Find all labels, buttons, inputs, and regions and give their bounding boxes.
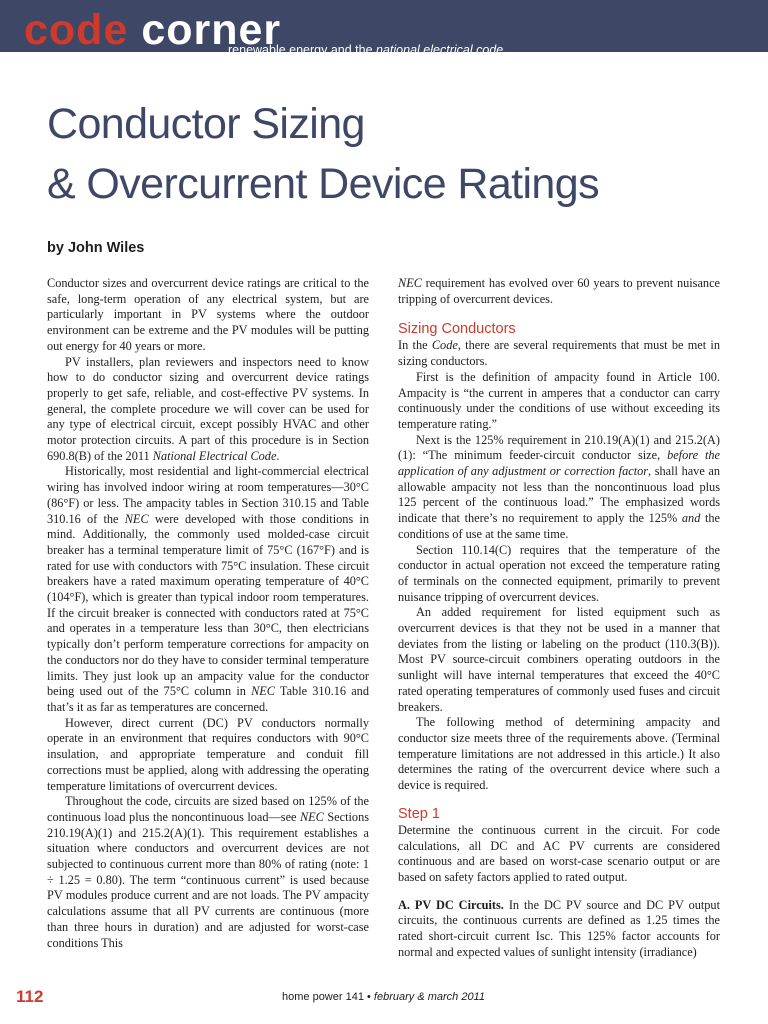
article-title: [47, 94, 737, 214]
paragraph: However, direct current (DC) PV conductors normally operate in an environment that requires conductors with 90°C insulation, and appropriate temperature and conduit fill corrections must be applied, along with addressing the operating temperature limitations of overcurrent devices.: [47, 715, 369, 793]
column-tagline: [228, 42, 503, 58]
magazine-footer: home power 141 • february & march 2011: [282, 991, 485, 1003]
header-banner: [0, 0, 768, 57]
byline: by John Wiles: [47, 240, 145, 256]
brand-word-code: code: [24, 6, 129, 54]
paragraph: Historically, most residential and light-commercial electrical wiring has involved indoor wiring at room temperatures—30°C (86°F) or less. The ampacity tables in Section 310.15 and Table 310.16 of the NEC were developed with those conditions in mind. Additionally, the commonly used molded-case circuit breaker has a terminal temperature limit of 75°C (167°F) and is rated for use with conductors with 75°C insulation. These circuit breakers have a rated maximum operating temperature of 40°C (104°F), which is greater than typical indoor room temperatures. If the circuit breaker is connected with conductors rated at 75°C and operates in a temperature less than 30°C, then electricians typically don’t perform temperature corrections for ampacity on the conductors nor do they have to consider terminal temperature limits. They just look up an ampacity value for the conductor being used out of the 75°C column in NEC Table 310.16 and that’s it as far as temperatures are concerned.: [47, 464, 369, 714]
tagline-text: renewable energy and the: [228, 43, 377, 57]
section-heading-sizing-conductors: Sizing Conductors: [398, 321, 516, 338]
paragraph: PV installers, plan reviewers and inspectors need to know how to do conductor sizing and overcurrent device ratings properly to get safe, reliable, and cost-effective PV systems. In general, the complete procedure we will cover can be used for any type of electrical circuit, except possibly HVAC and other motor protection circuits. A part of this procedure is in Section 690.8(B) of the 2011 National Electrical Code.: [47, 354, 369, 463]
paragraph: NEC requirement has evolved over 60 years to prevent nuisance tripping of overcurrent devices.: [398, 276, 720, 306]
tagline-italic: national electrical code: [376, 43, 504, 57]
paragraph: Determine the continuous current in the circuit. For code calculations, all DC and AC PV currents are considered continuous and are based on worst-case scenario output or are based on safety factors applied to rated output.: [398, 822, 720, 884]
page-number: 112: [16, 987, 44, 1006]
paragraph: The following method of determining ampacity and conductor size meets three of the requirements above. (Terminal temperature limitations are not addressed in this article.) It also determines the rating of the overcurrent device where such a device is required.: [398, 715, 720, 793]
paragraph: First is the definition of ampacity found in Article 100. Ampacity is “the current in amperes that a conductor can carry continuously under the conditions of use without exceeding its temperature rating.”: [398, 369, 720, 431]
right-column: [398, 276, 720, 960]
paragraph: An added requirement for listed equipment such as overcurrent devices is that they not be used in a manner that deviates from the listing or labeling on the product (110.3(B)). Most PV source-circuit combiners operating outdoors in the sunlight will have internal temperatures that exceed the 40°C rated operating temperatures of commonly used fuses and circuit breakers.: [398, 605, 720, 714]
paragraph: Next is the 125% requirement in 210.19(A)(1) and 215.2(A)(1): “The minimum feeder-circuit conductor size, before the application of any adjustment or correction factor, shall have an allowable ampacity not less than the noncontinuous load plus 125 percent of the continuous load.” The emphasized words indicate that there’s no requirement to apply the 125% and the conditions of use at the same time.: [398, 432, 720, 541]
title-line-1: Conductor Sizing: [47, 100, 365, 148]
paragraph: A. PV DC Circuits. In the DC PV source and DC PV output circuits, the continuous currents are defined as 1.25 times the rated short-circuit current Isc. This 125% factor accounts for normal and expected values of sunlight intensity (irradiance): [398, 897, 720, 959]
title-line-2: & Overcurrent Device Ratings: [47, 160, 599, 208]
brand-word-corner: corner: [141, 6, 282, 54]
paragraph: Throughout the code, circuits are sized based on 125% of the continuous load plus the noncontinuous load—see NEC Sections 210.19(A)(1) and 215.2(A)(1). This requirement establishes a situation where conductors and overcurrent devices are not subjected to continuous current more than 80% of rating (note: 1 ÷ 1.25 = 0.80). The term “continuous current” is used because PV modules produce current and are not loads. The PV ampacity calculations assume that all PV currents are continuous (more than three hours in duration) and are adjusted for worst-case conditions This: [47, 794, 369, 950]
paragraph: Section 110.14(C) requires that the temperature of the conductor in actual operation not exceed the temperature rating of terminals on the connected equipment, primarily to prevent nuisance tripping of overcurrent devices.: [398, 542, 720, 604]
section-heading-step-1: Step 1: [398, 805, 440, 822]
paragraph: Conductor sizes and overcurrent device ratings are critical to the safe, long-term operation of any electrical system, but are particularly important in PV systems where the outdoor environment can be extreme and the PV modules will be putting out energy for 40 years or more.: [47, 276, 369, 353]
paragraph: In the Code, there are several requirements that must be met in sizing conductors.: [398, 338, 720, 369]
left-column: [47, 276, 369, 951]
